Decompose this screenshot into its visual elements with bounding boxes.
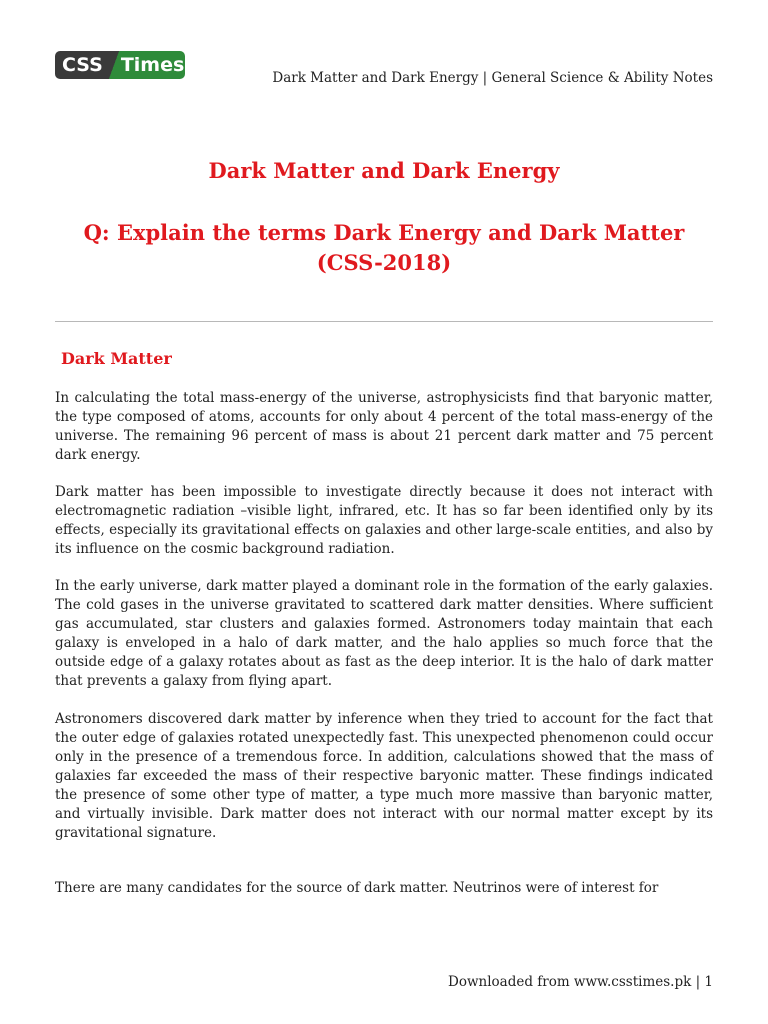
paragraph: In the early universe, dark matter played a dominant role in the formation of the early galaxies. The cold gases in the universe gravitated to scattered dark matter densities. Where sufficient gas accumulated, star clusters and galaxies formed. Astronomers today maintain that each galaxy is enveloped in a halo of dark matter, and the halo applies so much force that the outside edge of a galaxy rotates about as fast as the deep interior. It is the halo of dark matter that prevents a galaxy from flying apart. [55,578,713,689]
paragraph: In calculating the total mass-energy of the universe, astrophysicists find that baryonic matter, the type composed of atoms, accounts for only about 4 percent of the total mass-energy of the universe. The remaining 96 percent of mass is about 21 percent dark matter and 75 percent dark energy. [55,390,713,463]
document-title: Dark Matter and Dark Energy [208,158,560,183]
paragraph: Astronomers discovered dark matter by inference when they tried to account for the fact that the outer edge of galaxies rotated unexpectedly fast. This unexpected phenomenon could occur only in the presence of a tremendous force. In addition, calculations showed that the mass of galaxies far exceeded the mass of their respective baryonic matter. These findings indicated the presence of some other type of matter, a type much more massive than baryonic matter, and virtually invisible. Dark matter does not interact with our normal matter except by its gravitational signature. [55,711,713,841]
divider-line [55,321,713,322]
paragraph: Dark matter has been impossible to investigate directly because it does not interact with electromagnetic radiation –visible light, infrared, etc. It has so far been identified only by its effects, especially its gravitational effects on galaxies and other large-scale entities, and also by its influence on the cosmic background radiation. [55,484,713,557]
running-header: Dark Matter and Dark Energy | General Science & Ability Notes [272,70,713,86]
section-heading: Dark Matter [61,349,172,368]
paragraph: There are many candidates for the source of dark matter. Neutrinos were of interest for [55,880,659,896]
page-footer: Downloaded from www.csstimes.pk | 1 [448,974,713,990]
logo-text-css: CSS [55,51,109,79]
question-title: Q: Explain the terms Dark Energy and Dark Matter (CSS-2018) [83,220,685,275]
logo-text-times: Times [119,51,185,79]
logo-slash [109,51,119,79]
css-times-logo [55,51,185,79]
